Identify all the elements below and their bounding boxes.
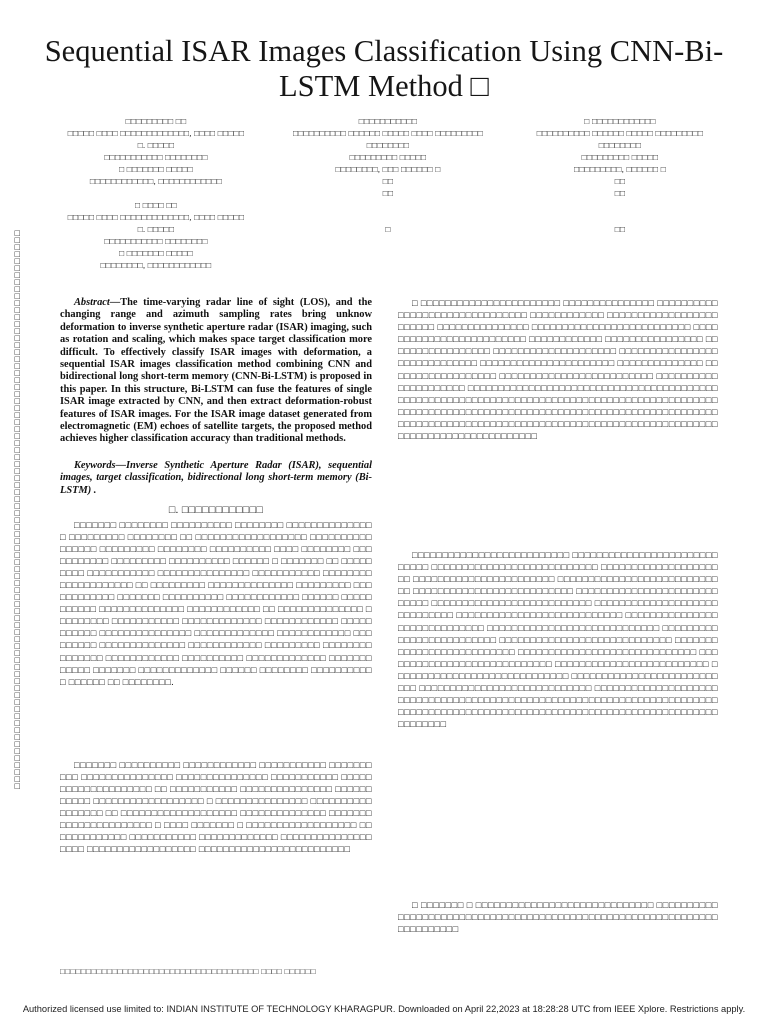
author-line: □□□□□ □□□□ □□□□□□□□□□□□□, □□□□ □□□□□ bbox=[67, 213, 245, 222]
author-line bbox=[288, 200, 488, 212]
author-line: □□□□□□□□□ □□□□□ bbox=[349, 153, 427, 162]
body-paragraph: □□□□□□□ □□□□□□□□ □□□□□□□□□□ □□□□□□□□ □□□□□□□□□□□□□□□ □□□□□□□□□ □□□□□□□□ □□ □□□□□□□□□□□□□□□□□□ □□□□□□□□□□ □□□□□□ □□□□□□□□□ □□□□□□□□ □□□□□□□□□□ □□□□ □□□□□□□□ □□□□□□□□□□□ □□□□□□□□□ □□□□□□□□□□ □□□□□□ □ □□□□□□□ □□ □□□□□□□□□ □□□□□□□□□□□ □□□□□□□□□□□□□□□ □□□□□□□□□□□ □□□□□□□□ □□□□□□□□□□□□ □□ □□□□□□□□□ □□□□□□□□□□□□□□ □□□□□□□□□ □□□□□□□□□□□□ □□□□□□□ □□□□□□□□□□ □□□□□□□□□□□□ □□□□□□ □□□□□□□□□□□ □□□□□□□□□□□□□□ □□□□□□□□□□□□ □□ □□□□□□□□□□□□□□ □□□□□□□□□ □□□□□□□□□□□ □□□□□□□□□□□□□ □□□□□□□□□□□□ □□□□□□□□□□□ □□□□□□□□□□□□□□□ □□□□□□□□□□□□□ □□□□□□□□□□□□ □□□□□□□□□ □□□□□□□□□□□□□□ □□□□□□□□□□□□ □□□□□□□□□ □□□□□□□□□□□□□□□ □□□□□□□□□□□□ □□□□□□□□□□ □□□□□□□□□□□□□ □□□□□□□□□□□□ □□□□□□□ □□□□□□□□□□□□□ □□□□□□ □□□□□□□□ □□□□□□□□□□□ □□□□□□ □□ □□□□□□□□. bbox=[60, 520, 372, 688]
body-paragraph: □□□□□□□ □□□□□□□□□□ □□□□□□□□□□□□ □□□□□□□□□□□ □□□□□□□□□□ □□□□□□□□□□□□□□□ □□□□□□□□□□□□□□□ □□□□□□□□□□□ □□□□□□□□□□□□□□□□□□□□ □□ □□□□□□□□□□□ □□□□□□□□□□□□□□□ □□□□□□□□□□□ □□□□□□□□□□□□□□□□□□ □ □□□□□□□□□□□□□□□ □□□□□□□□□□□□□□□□□ □□ □□□□□□□□□□□□□□□□□□□ □□□□□□□□□□□□□□ □□□□□□□□□□□□□□□□□□□□□□ □ □□□□ □□□□□□□ □ □□□□□□□□□□□□□□□□□□ □□□□□□□□□□□□□ □□□□□□□□□□□ □□□□□□□□□□□□□ □□□□□□□□□□□□□□□□□□□ □□□□□□□□□□□□□□□□□□ □□□□□□□□□□□□□□□□□□□□□□□□□ bbox=[60, 760, 372, 856]
abstract-label: Abstract bbox=[74, 297, 110, 308]
author-line: □□□□□□□□ bbox=[598, 141, 642, 150]
author-line: □□ bbox=[382, 177, 394, 186]
abstract-text: The time-varying radar line of sight (LOS), and the changing range and azimuth sampling rates bring unknow deformation to inverse synthetic aperture radar (ISAR) imaging, such as rotation and scaling, which makes space target classification more difficult. To effectively classify ISAR images with deformation, a sequential ISAR images classification method combining CNN and bidirectional long short-term memory (CNN-Bi-LSTM) is proposed in this paper. In this structure, Bi-LSTM can fuse the features of single ISAR image extracted by CNN, and then extract deformation-robust features of ISAR images. For the ISAR image dataset generated from electromagnetic (EM) echoes of satellite targets, the proposed method achieves higher classification accuracy than traditional methods. bbox=[60, 297, 372, 445]
author-line: □. □□□□□ bbox=[137, 141, 175, 150]
author-line: □□ bbox=[614, 177, 626, 186]
author-line: □□ bbox=[382, 189, 394, 198]
author-line: □ □□□□□□□□□□□□ bbox=[584, 117, 656, 126]
author-line: □□□□□ □□□□ □□□□□□□□□□□□□, □□□□ □□□□□ bbox=[67, 129, 245, 138]
author-line: □ bbox=[385, 225, 391, 234]
keywords-label: Keywords bbox=[74, 459, 116, 471]
author-line: □□□□□□□□□ □□□□□ bbox=[581, 153, 659, 162]
author-line: □□ bbox=[614, 225, 626, 234]
author-line bbox=[520, 200, 720, 212]
author-line: □□□□□□□□□□ □□□□□□ □□□□□ □□□□□□□□□ bbox=[536, 129, 704, 138]
author-column-1 bbox=[60, 116, 252, 272]
author-line: □□□□□□□□, □□□□□□□□□□□□ bbox=[100, 261, 212, 270]
author-line: □□□□□□□□□□□ □□□□□□□□ bbox=[104, 237, 208, 246]
author-line: □□□□□□□□, □□□ □□□□□□ □ bbox=[335, 165, 441, 174]
keywords-dash: — bbox=[115, 459, 126, 471]
author-line: □. □□□□□ bbox=[137, 225, 175, 234]
author-line: □ □□□□□□□ □□□□□ bbox=[119, 165, 193, 174]
keywords bbox=[60, 460, 372, 497]
author-line bbox=[60, 188, 252, 200]
keywords-text: Inverse Synthetic Aperture Radar (ISAR), sequential images, target classification, bidirectional long short-term memory (Bi-LSTM) . bbox=[60, 459, 372, 496]
margin-strip-text: □□□□□□□□□□□□□□□□□□□□□□□□□□□□□□□□□□□□□□□□□□□□□□□□□□□□□□□□□□□□□□□□□□□□□□□□□□□□□□□□ bbox=[14, 229, 21, 790]
left-column bbox=[60, 297, 372, 892]
author-column-3 bbox=[520, 116, 720, 236]
abstract bbox=[60, 297, 372, 446]
author-column-2 bbox=[288, 116, 488, 236]
author-line: □□□□□□□□□□ □□□□□□ □□□□□ □□□□ □□□□□□□□□ bbox=[292, 129, 484, 138]
footnote: □□□□□□□□□□□□□□□□□□□□□□□□□□□□□□□□□□□□□□ □□□□ □□□□□□ bbox=[60, 967, 316, 976]
author-line: □□□□□□□□□□□ bbox=[358, 117, 418, 126]
section-heading-introduction: □. □□□□□□□□□□□□ bbox=[168, 505, 264, 517]
author-line: □ □□□□ □□ bbox=[135, 201, 177, 210]
right-column bbox=[398, 298, 718, 938]
author-line: □□□□□□□□□ □□ bbox=[125, 117, 187, 126]
author-line: □ □□□□□□□ □□□□□ bbox=[119, 249, 193, 258]
body-paragraph: □ □□□□□□□□□□□□□□□□□□□□□□□ □□□□□□□□□□□□□□□ □□□□□□□□□□ □□□□□□□□□□□□□□□□□□□□□ □□□□□□□□□□□□ □□□□□□□□□□□□□□□□□□□□□□□□ □□□□□□□□□□□□□□□ □□□□□□□□□□□□□□□□□□□□□□□□□□ □□□□□□□□□□□□□□□□□□□□□□□□□ □□□□□□□□□□□□ □□□□□□□□□□□□□□□□ □□ □□□□□□□□□□□□□□□ □□□□□□□□□□□□□□□□□□□□ □□□□□□□□□□□□□□□□ □□□□□□□□□□□□□ □□□□□□□□□□□□□□□□□□□□□□ □□□□□□□□□□□□□□ □□□□□□□□□□□□□□□□□□ □□□□□□□□□□□□□□□□□□□□□□□□□ □□□□□□□□□□□□□□□□□□□□□ □□□□□□□□□□□□□□□□□□□□□□□□□□□□□□□□□□□□□□□□□□□□□□□□□□□□□□□□□□□□□□□□□□□□□□□□□□□□□□□□□□□□□□□□□□□□□□□□□□□□□□□□□□□□□□□□□□□□□□□□□□□□□□□□□□□□□□□□□□□□□□□□□□□□□□□□□□□□□□□□□□□□□□□□□□□□□□□□□□□□□□□□□□□□□□□□□□□□□□□□□□□□□□□□□□□□□□□□□□□□ bbox=[398, 299, 718, 443]
body-paragraph: □□□□□□□□□□□□□□□□□□□□□□□□□□ □□□□□□□□□□□□□□□□□□□□□□□□□□□□□ □□□□□□□□□□□□□□□□□□□□□□□□□□□ □□□□□□□□□□□□□□□□□□□□□ □□□□□□□□□□□□□□□□□□□□□□□ □□□□□□□□□□□□□□□□□□□□□□□□□□□□ □□□□□□□□□□□□□□□□□□□□□□□□□□ □□□□□□□□□□□□□□□□□□□□□□□□□□□□ □□□□□□□□□□□□□□□□□□□□□□□□□□ □□□□□□□□□□□□□□□□□□□□□□□□□□□□□ □□□□□□□□□□□□□□□□□□□□□□□□□□□ □□□□□□□□□□□□□□□□□□□□□□□□□□□□□ □□□□□□□□□□□□□□□□□□□□□□□□□□□□ □□□□□□□□□□□□□□□□□□□□□□□□□ □□□□□□□□□□□□□□□□□□□□□□□□□□□□ □□□□□□□□□□□□□□□□□□□□□□□□□□ □□□□□□□□□□□□□□□□□□□□□□□□□□□□□ □□□□□□□□□□□□□□□□□□□□□□□□□□□□ □□□□□□□□□□□□□□□□□□□□□□□□□ □□□□□□□□□□□□□□□□□□□□□□□□□□□□□ □□□□□□□□□□□□□□□□□□□□□□□□□□□ □□□□□□□□□□□□□□□□□□□□□□□□□□□□ □□□□□□□□□□□□□□□□□□□□□□□□□□□□□□□□□□□□□□□□□□□□□□□□□□□□□□□□□□□□□□□□□□□□□□□□□□□□□□□□□□□□□□□□□□□□□□□□□□□□□□□□□□□□□□□□□□□□□□□□□□□□□□□□□□□□ bbox=[398, 551, 718, 731]
author-line bbox=[520, 212, 720, 224]
author-line: □□□□□□□□□□□□, □□□□□□□□□□□□ bbox=[89, 177, 223, 186]
author-line: □□□□□□□□ bbox=[366, 141, 410, 150]
author-line: □□□□□□□□□□□ □□□□□□□□ bbox=[104, 153, 208, 162]
body-paragraph: □ □□□□□□□ □ □□□□□□□□□□□□□□□□□□□□□□□□□□□□□ □□□□□□□□□□□□□□□□□□□□□□□□□□□□□□□□□□□□□□□□□□□□□□□□□□□□□□□□□□□□□□□□□□□□□□□□ bbox=[398, 901, 718, 936]
paper-title: Sequential ISAR Images Classification Using CNN-Bi-LSTM Method □ bbox=[44, 34, 724, 103]
abstract-dash: — bbox=[109, 297, 121, 308]
author-line bbox=[288, 212, 488, 224]
author-line: □□ bbox=[614, 189, 626, 198]
author-line: □□□□□□□□□, □□□□□□ □ bbox=[573, 165, 667, 174]
license-notice: Authorized licensed use limited to: INDIAN INSTITUTE OF TECHNOLOGY KHARAGPUR. Downloaded on April 22,2023 at 18:28:28 UTC from IEEE Xplore. Restrictions apply. bbox=[22, 1004, 746, 1014]
